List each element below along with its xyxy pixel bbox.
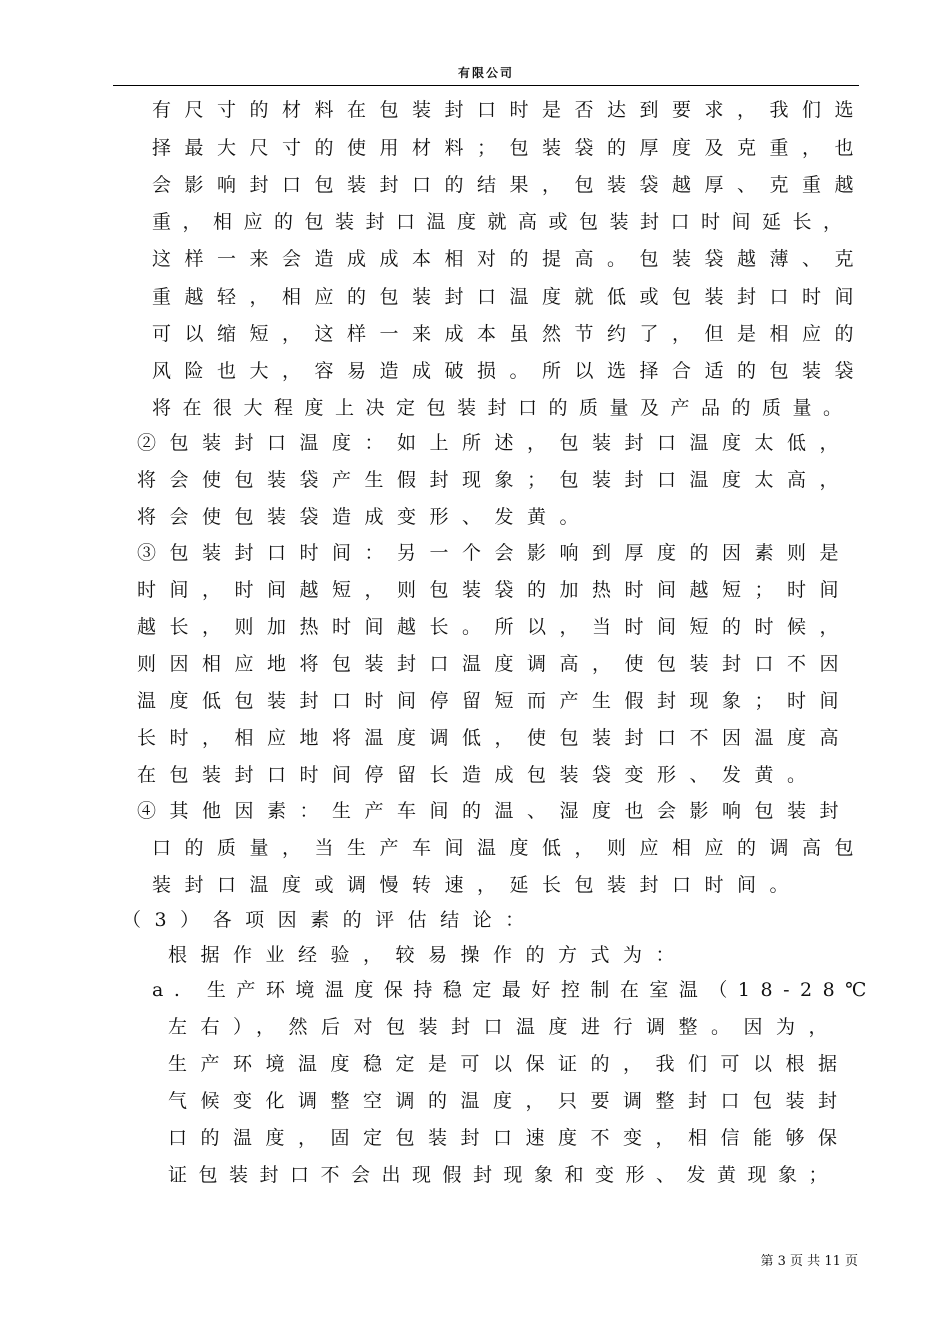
text-line: 有尺寸的材料在包装封口时是否达到要求，我们选 (152, 99, 868, 121)
text-line: 则因相应地将包装封口温度调高，使包装封口不因 (137, 653, 853, 675)
section-heading: （3）各项因素的评估结论： (122, 909, 538, 931)
text-line: 口的质量，当生产车间温度低，则应相应的调高包 (152, 837, 868, 859)
text-line: 在包装封口时间停留长造成包装袋变形、发黄。 (137, 764, 820, 786)
text-line: 证包装封口不会出现假封现象和变形、发黄现象； (168, 1164, 840, 1186)
text-line: 根据作业经验，较易操作的方式为： (168, 944, 689, 966)
text-line: 将会使包装袋造成变形、发黄。 (137, 506, 593, 528)
text-line: 择最大尺寸的使用材料；包装袋的厚度及克重，也 (152, 137, 868, 159)
text-line: 重，相应的包装封口温度就高或包装封口时间延长， (152, 211, 854, 233)
text-line: 生产环境温度稳定是可以保证的，我们可以根据 (168, 1053, 851, 1075)
page-number-footer: 第 3 页 共 11 页 (760, 1254, 858, 1269)
text-line: 可以缩短，这样一来成本虽然节约了，但是相应的 (152, 323, 868, 345)
header-divider (113, 85, 859, 86)
text-line: 风险也大，容易造成破损。所以选择合适的包装袋 (152, 360, 868, 382)
text-line: 越长，则加热时间越长。所以，当时间短的时候， (137, 616, 853, 638)
page-header-company: 有限公司 (457, 66, 514, 80)
text-line: 气候变化调整空调的温度，只要调整封口包装封 (168, 1090, 851, 1112)
text-line: 将在很大程度上决定包装封口的质量及产品的质量。 (152, 397, 854, 419)
text-line: 将会使包装袋产生假封现象；包装封口温度太高， (137, 469, 853, 491)
text-line: 重越轻，相应的包装封口温度就低或包装封口时间 (152, 286, 868, 308)
text-line: ③包装封口时间：另一个会影响到厚度的因素则是 (137, 542, 853, 564)
text-line: 会影响封口包装封口的结果，包装袋越厚、克重越 (152, 174, 868, 196)
text-line: ②包装封口温度：如上所述，包装封口温度太低， (137, 432, 853, 454)
text-line: ④其他因素：生产车间的温、湿度也会影响包装封 (137, 800, 853, 822)
text-line: 这样一来会造成成本相对的提高。包装袋越薄、克 (152, 248, 868, 270)
text-line: 左右），然后对包装封口温度进行调整。因为， (168, 1016, 842, 1038)
text-line: 长时，相应地将温度调低，使包装封口不因温度高 (137, 727, 853, 749)
text-line: 装封口温度或调慢转速，延长包装封口时间。 (152, 874, 803, 896)
text-line: 时间，时间越短，则包装袋的加热时间越短；时间 (137, 579, 853, 601)
text-line: 温度低包装封口时间停留短而产生假封现象；时间 (137, 690, 853, 712)
list-item-a: a. 生产环境温度保持稳定最好控制在室温（18-28℃ (152, 979, 877, 1001)
text-line: 口的温度，固定包装封口速度不变，相信能够保 (168, 1127, 851, 1149)
